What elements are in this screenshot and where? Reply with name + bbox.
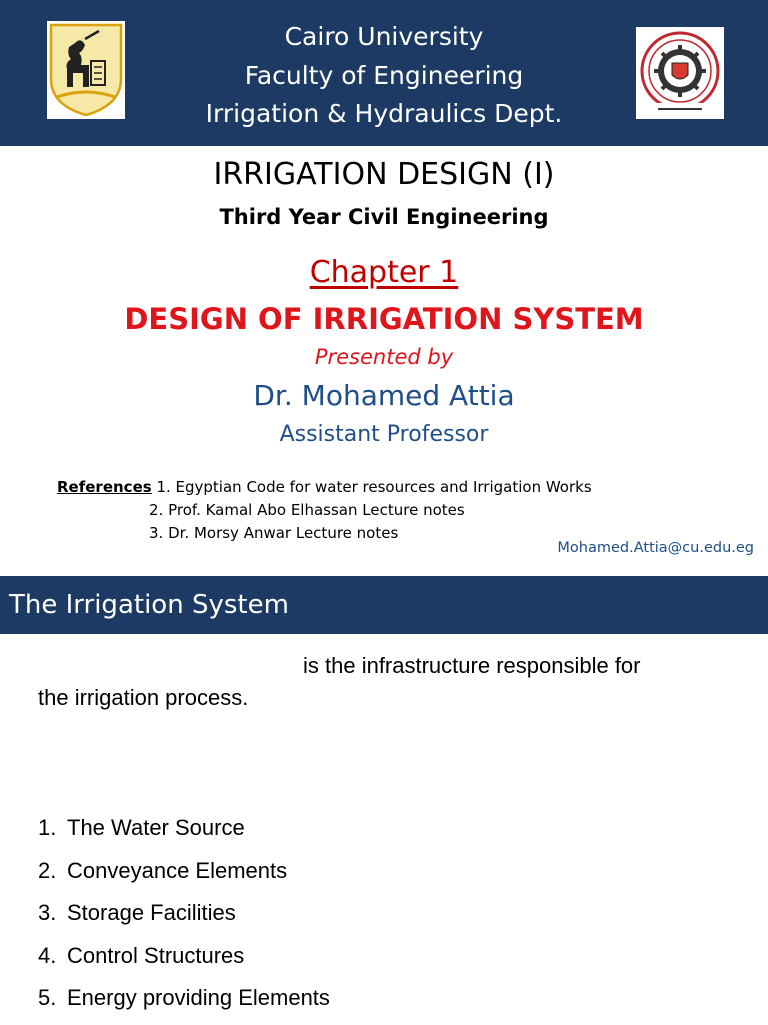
institution-heading	[140, 18, 628, 134]
list-number: 2.	[38, 857, 57, 883]
course-title: IRRIGATION DESIGN (I)	[213, 157, 555, 192]
contact-email[interactable]: Mohamed.Attia@cu.edu.eg	[557, 540, 754, 556]
list-item	[38, 897, 330, 940]
components-list	[38, 812, 330, 1025]
references-block	[57, 476, 592, 545]
list-number: 3.	[38, 900, 57, 925]
list-label: Conveyance Elements	[67, 857, 288, 883]
university-name: Cairo University	[284, 22, 484, 51]
chapter-label	[0, 252, 768, 294]
faculty-name: Faculty of Engineering	[244, 60, 524, 90]
list-label: Control Structures	[67, 942, 245, 968]
faculty-of-engineering-seal-icon	[636, 27, 724, 119]
slide1-header	[0, 0, 768, 146]
list-number: 1.	[38, 815, 57, 840]
presenter-role: Assistant Professor	[279, 422, 489, 447]
presenter-name: Dr. Mohamed Attia	[253, 379, 515, 412]
cairo-university-logo-icon	[47, 21, 125, 119]
reference-item: 2. Prof. Kamal Abo Elhassan Lecture notes	[149, 501, 465, 519]
list-number: 5.	[38, 985, 57, 1010]
list-item	[38, 982, 330, 1025]
list-item	[38, 812, 330, 855]
list-label: Storage Facilities	[67, 900, 236, 925]
chapter-label-text: Chapter 1	[309, 255, 459, 290]
reference-item: 3. Dr. Morsy Anwar Lecture notes	[149, 524, 399, 542]
intro-line-2: the irrigation process.	[38, 685, 249, 710]
list-item	[38, 855, 330, 898]
presented-by: Presented by	[314, 345, 454, 369]
slide2-intro	[38, 650, 738, 714]
intro-line-1: is the infrastructure responsible for	[303, 653, 641, 678]
list-label: The Water Source	[67, 815, 245, 840]
chapter-subject: DESIGN OF IRRIGATION SYSTEM	[124, 302, 644, 336]
references-label: References	[57, 478, 152, 496]
reference-item: 1. Egyptian Code for water resources and Irrigation Works	[156, 478, 592, 496]
list-number: 4.	[38, 942, 57, 968]
course-year: Third Year Civil Engineering	[219, 205, 549, 229]
slide2-title: The Irrigation System	[9, 590, 289, 620]
slide2-header	[0, 576, 768, 634]
department-name: Irrigation & Hydraulics Dept.	[205, 99, 563, 128]
list-label: Energy providing Elements	[67, 985, 330, 1010]
list-item	[38, 940, 330, 983]
